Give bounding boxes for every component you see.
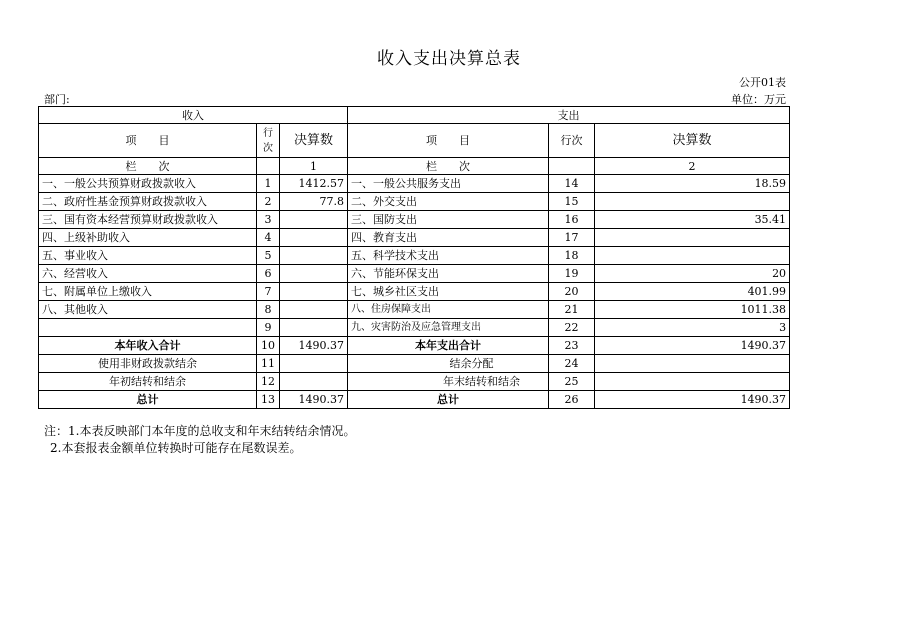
- expense-grand-total-amount: 1490.37: [595, 391, 790, 409]
- income-total-label: 本年收入合计: [39, 337, 257, 355]
- expense-section-header: 支出: [348, 107, 790, 124]
- income-item: 五、事业收入: [39, 247, 257, 265]
- income-amount: 1412.57: [280, 175, 348, 193]
- expense-rowno: 22: [549, 319, 595, 337]
- income-total-amount: 1490.37: [280, 337, 348, 355]
- annual-total-row: [39, 337, 790, 355]
- table-row: [39, 319, 790, 337]
- income-item: 一、一般公共预算财政拨款收入: [39, 175, 257, 193]
- table-row: [39, 211, 790, 229]
- income-expense-table: [38, 106, 790, 409]
- expense-amount: [595, 229, 790, 247]
- table-row: [39, 373, 790, 391]
- expense-total-amount: 1490.37: [595, 337, 790, 355]
- income-amount: [280, 247, 348, 265]
- expense-rowno: 15: [549, 193, 595, 211]
- expense-rowno: 17: [549, 229, 595, 247]
- income-item: 八、其他收入: [39, 301, 257, 319]
- table-row: [39, 175, 790, 193]
- income-item: [39, 319, 257, 337]
- expense-grand-total-label: 总计: [348, 391, 549, 409]
- expense-item: 七、城乡社区支出: [348, 283, 549, 301]
- income-amount-header: 决算数: [280, 124, 348, 158]
- note-line: 2.本套报表金额单位转换时可能存在尾数误差。: [50, 441, 302, 455]
- department-label: 部门:: [44, 93, 70, 106]
- income-item: 七、附属单位上缴收入: [39, 283, 257, 301]
- expense-amount: 20: [595, 265, 790, 283]
- income-rowno: 4: [257, 229, 280, 247]
- income-amount: [280, 373, 348, 391]
- expense-column-number: 2: [595, 158, 790, 175]
- expense-item: 二、外交支出: [348, 193, 549, 211]
- expense-item-header: 项 目: [348, 124, 549, 158]
- income-item: 四、上级补助收入: [39, 229, 257, 247]
- table-row: [39, 355, 790, 373]
- grand-total-row: [39, 391, 790, 409]
- page-title: 收入支出决算总表: [377, 49, 521, 69]
- income-column-number: 1: [280, 158, 348, 175]
- section-header-row: [39, 107, 790, 124]
- income-item: 六、经营收入: [39, 265, 257, 283]
- income-rowno: 9: [257, 319, 280, 337]
- expense-rowno: 25: [549, 373, 595, 391]
- expense-item: 八、住房保障支出: [348, 301, 549, 319]
- expense-rowno: 20: [549, 283, 595, 301]
- table-row: [39, 301, 790, 319]
- expense-item: 四、教育支出: [348, 229, 549, 247]
- expense-item: 五、科学技术支出: [348, 247, 549, 265]
- expense-amount: 401.99: [595, 283, 790, 301]
- expense-rowno: 21: [549, 301, 595, 319]
- expense-amount: 3: [595, 319, 790, 337]
- income-amount: [280, 355, 348, 373]
- expense-item: 九、灾害防治及应急管理支出: [348, 319, 549, 337]
- income-grand-total-label: 总计: [39, 391, 257, 409]
- expense-rowno-header: 行次: [549, 124, 595, 158]
- income-item-header: 项 目: [39, 124, 257, 158]
- table-row: [39, 247, 790, 265]
- income-amount: 77.8: [280, 193, 348, 211]
- expense-rowno: 19: [549, 265, 595, 283]
- expense-amount: 18.59: [595, 175, 790, 193]
- income-grand-total-amount: 1490.37: [280, 391, 348, 409]
- expense-item: 年末结转和结余: [348, 373, 549, 391]
- form-code: 公开01表: [739, 76, 786, 89]
- income-rowno-header: 行次: [257, 124, 280, 158]
- expense-column-label: 栏 次: [348, 158, 549, 175]
- expense-rowno: 14: [549, 175, 595, 193]
- expense-grand-total-rowno: 26: [549, 391, 595, 409]
- expense-item: 结余分配: [348, 355, 549, 373]
- column-header-row: [39, 124, 790, 158]
- income-amount: [280, 265, 348, 283]
- income-amount: [280, 211, 348, 229]
- income-item: 使用非财政拨款结余: [39, 355, 257, 373]
- income-rowno: 5: [257, 247, 280, 265]
- income-rowno: 1: [257, 175, 280, 193]
- column-number-row: [39, 158, 790, 175]
- income-rowno: 6: [257, 265, 280, 283]
- expense-item: 一、一般公共服务支出: [348, 175, 549, 193]
- expense-total-rowno: 23: [549, 337, 595, 355]
- expense-amount: [595, 193, 790, 211]
- unit-label: 单位：万元: [731, 93, 786, 106]
- income-amount: [280, 283, 348, 301]
- income-rowno: 3: [257, 211, 280, 229]
- expense-rowno: 16: [549, 211, 595, 229]
- table-row: [39, 229, 790, 247]
- expense-item: 三、国防支出: [348, 211, 549, 229]
- table-row: [39, 265, 790, 283]
- income-amount: [280, 301, 348, 319]
- income-rowno: 7: [257, 283, 280, 301]
- note-line: 注：1.本表反映部门本年度的总收支和年末结转结余情况。: [44, 424, 356, 438]
- expense-total-label: 本年支出合计: [348, 337, 549, 355]
- expense-rowno: 24: [549, 355, 595, 373]
- expense-amount-header: 决算数: [595, 124, 790, 158]
- income-rowno: 11: [257, 355, 280, 373]
- income-total-rowno: 10: [257, 337, 280, 355]
- income-amount: [280, 319, 348, 337]
- expense-rowno: 18: [549, 247, 595, 265]
- expense-amount: 35.41: [595, 211, 790, 229]
- expense-amount: [595, 373, 790, 391]
- income-section-header: 收入: [39, 107, 348, 124]
- income-item: 二、政府性基金预算财政拨款收入: [39, 193, 257, 211]
- income-item: 年初结转和结余: [39, 373, 257, 391]
- expense-amount: [595, 355, 790, 373]
- income-column-blank: [257, 158, 280, 175]
- income-amount: [280, 229, 348, 247]
- income-rowno: 8: [257, 301, 280, 319]
- income-column-label: 栏 次: [39, 158, 257, 175]
- table-row: [39, 283, 790, 301]
- income-rowno: 12: [257, 373, 280, 391]
- notes: [44, 423, 355, 457]
- expense-column-blank: [549, 158, 595, 175]
- income-rowno: 2: [257, 193, 280, 211]
- expense-amount: [595, 247, 790, 265]
- expense-amount: 1011.38: [595, 301, 790, 319]
- table-row: [39, 193, 790, 211]
- expense-item: 六、节能环保支出: [348, 265, 549, 283]
- income-grand-total-rowno: 13: [257, 391, 280, 409]
- income-item: 三、国有资本经营预算财政拨款收入: [39, 211, 257, 229]
